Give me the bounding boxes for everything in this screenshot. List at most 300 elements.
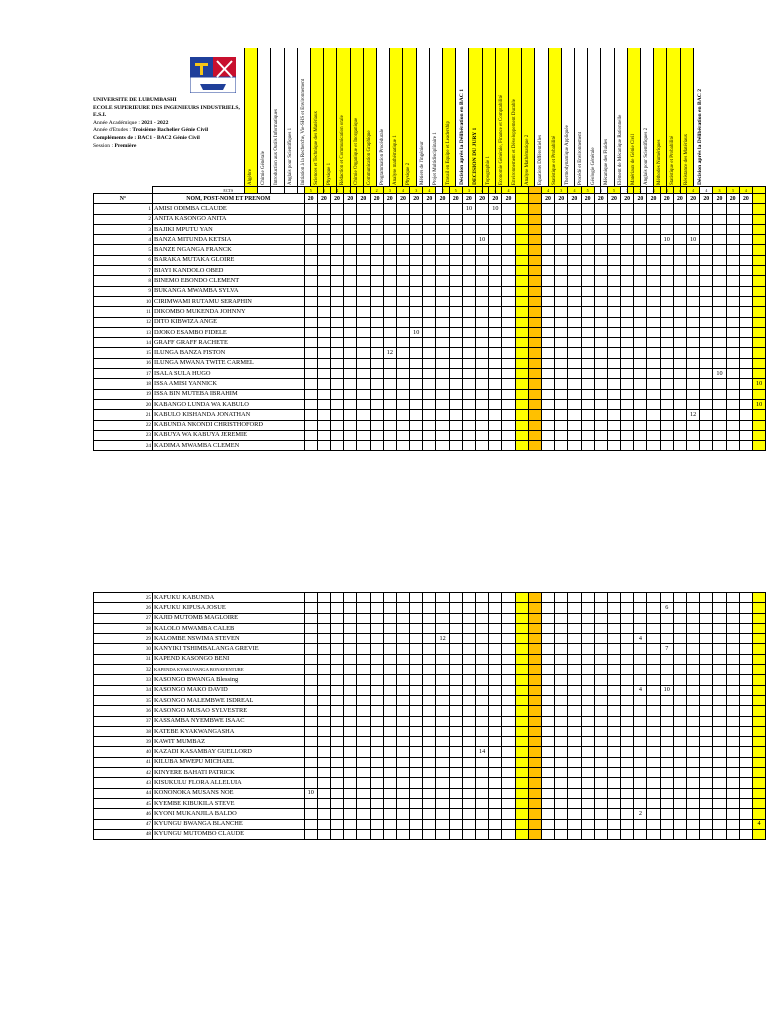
course-label: Travail en Equipe et Leadership	[446, 121, 452, 185]
grade-cell	[581, 348, 594, 358]
grade-cell	[370, 603, 383, 613]
study-year: Année d'Etudes : Troisième Bachelier Génie Civil	[93, 127, 209, 134]
grade-cell	[581, 276, 594, 286]
grade-cell	[396, 623, 409, 633]
course-header-33	[680, 48, 693, 194]
max-score: 20	[304, 194, 317, 204]
student-name: KINYERE BAHATI PATRICK	[153, 768, 305, 778]
grade-cell	[673, 307, 686, 317]
grade-cell	[528, 716, 541, 726]
table-row	[94, 593, 766, 603]
course-label: Sciences et Technique des Matériaux	[314, 111, 320, 185]
grade-cell	[502, 307, 515, 317]
grade-cell	[634, 695, 647, 705]
grade-cell	[594, 338, 607, 348]
grade-cell	[396, 379, 409, 389]
grade-cell	[581, 379, 594, 389]
grade-cell	[357, 665, 370, 675]
grade-cell	[462, 235, 475, 245]
grade-cell	[555, 685, 568, 695]
ects-value: 5	[304, 187, 317, 194]
grade-cell	[673, 798, 686, 808]
grade-cell	[370, 224, 383, 234]
grade-cell	[383, 716, 396, 726]
grade-cell	[515, 379, 528, 389]
grade-cell	[739, 204, 752, 214]
grade-cell	[410, 768, 423, 778]
grade-cell	[383, 358, 396, 368]
grade-cell	[726, 358, 739, 368]
student-name: KYEMBE KIBUKILA STEVE	[153, 798, 305, 808]
grade-cell	[647, 224, 660, 234]
grade-cell	[396, 358, 409, 368]
grade-cell	[581, 245, 594, 255]
grade-cell	[383, 778, 396, 788]
student-name: BAJIKI MPUTU YAN	[153, 224, 305, 234]
grade-cell	[607, 245, 620, 255]
grade-cell	[330, 798, 343, 808]
grade-cell	[476, 695, 489, 705]
table-row	[94, 266, 766, 276]
grade-cell	[621, 737, 634, 747]
grade-cell	[423, 358, 436, 368]
grade-cell	[489, 737, 502, 747]
grade-cell	[476, 399, 489, 409]
grade-cell	[752, 327, 765, 337]
grade-cell	[739, 593, 752, 603]
grade-cell	[344, 441, 357, 451]
course-label: Anglais pour Scientifiques 1	[287, 127, 293, 185]
grade-cell	[489, 338, 502, 348]
grade-cell	[700, 706, 713, 716]
grade-cell	[555, 809, 568, 819]
student-name: KISUKULU FLORA ALLELUIA	[153, 778, 305, 788]
grade-cell	[673, 338, 686, 348]
grade-cell	[594, 296, 607, 306]
student-name: CIRIMWAMI RUTAMU SERAPHIN	[153, 296, 305, 306]
grade-cell	[515, 296, 528, 306]
course-label: Anglais pour Scientifiques 2	[644, 127, 650, 185]
grade-cell	[647, 685, 660, 695]
grade-cell	[423, 214, 436, 224]
grade-cell	[330, 593, 343, 603]
student-number: 5	[94, 245, 153, 255]
grade-cell	[528, 829, 541, 839]
grade-cell	[502, 276, 515, 286]
grade-cell	[621, 768, 634, 778]
grade-cell	[370, 644, 383, 654]
grade-cell	[515, 317, 528, 327]
grade-cell	[739, 695, 752, 705]
grade-cell	[502, 613, 515, 623]
grade-cell	[581, 778, 594, 788]
grade-cell	[476, 338, 489, 348]
grade-cell	[330, 778, 343, 788]
student-number: 46	[94, 809, 153, 819]
grade-cell	[423, 255, 436, 265]
grade-cell	[462, 798, 475, 808]
grade-cell	[330, 706, 343, 716]
student-number: 48	[94, 829, 153, 839]
grade-cell	[739, 379, 752, 389]
grade-cell	[541, 737, 554, 747]
course-label: Elément de Mécanique Rationnelle	[617, 114, 623, 185]
grade-cell	[660, 757, 673, 767]
grade-cell	[489, 665, 502, 675]
grade-cell	[489, 317, 502, 327]
grade-cell	[410, 338, 423, 348]
grade-cell	[621, 317, 634, 327]
grade-cell	[489, 214, 502, 224]
grade-cell	[581, 634, 594, 644]
course-header-0	[244, 48, 257, 194]
grade-cell	[423, 675, 436, 685]
grade-cell	[489, 286, 502, 296]
grade-cell	[330, 317, 343, 327]
grade-cell	[647, 819, 660, 829]
grade-cell	[344, 634, 357, 644]
grade-cell	[607, 768, 620, 778]
table-row	[94, 338, 766, 348]
grade-cell	[713, 296, 726, 306]
grade-cell	[423, 665, 436, 675]
grade-cell	[607, 410, 620, 420]
grade-cell	[752, 214, 765, 224]
grade-cell	[634, 379, 647, 389]
grade-cell	[489, 695, 502, 705]
grade-cell	[502, 358, 515, 368]
grade-cell	[607, 430, 620, 440]
grade-cell	[396, 441, 409, 451]
course-label: DECISION DU JURY 1	[472, 127, 479, 185]
grade-cell	[383, 204, 396, 214]
grade-cell	[344, 245, 357, 255]
student-name: BANZE NGANGA FRANCK	[153, 245, 305, 255]
grade-cell	[357, 695, 370, 705]
grade-cell	[410, 675, 423, 685]
grade-cell	[476, 634, 489, 644]
grade-cell	[660, 829, 673, 839]
grade-cell	[344, 204, 357, 214]
grade-cell	[436, 695, 449, 705]
grade-cell	[304, 809, 317, 819]
grade-cell	[726, 286, 739, 296]
grade-cell	[568, 286, 581, 296]
grade-cell	[410, 348, 423, 358]
grade-cell	[476, 778, 489, 788]
grade-cell	[647, 266, 660, 276]
academic-year: Année Académique : 2021 - 2022	[93, 119, 169, 126]
grade-cell	[634, 593, 647, 603]
grade-cell	[581, 327, 594, 337]
course-header-29	[627, 48, 640, 194]
grade-cell	[383, 296, 396, 306]
grade-cell	[568, 255, 581, 265]
grade-cell	[687, 695, 700, 705]
grade-cell	[344, 798, 357, 808]
grade-cell	[344, 747, 357, 757]
grade-cell	[607, 685, 620, 695]
grade-cell	[621, 358, 634, 368]
grade-cell	[396, 685, 409, 695]
grade-cell	[752, 778, 765, 788]
grade-cell	[752, 358, 765, 368]
grade-cell	[647, 369, 660, 379]
grade-cell	[739, 716, 752, 726]
grade-cell	[515, 788, 528, 798]
grade-cell	[476, 276, 489, 286]
grade-cell	[581, 204, 594, 214]
grade-cell	[541, 768, 554, 778]
grade-cell	[344, 317, 357, 327]
table-row	[94, 829, 766, 839]
grade-cell	[383, 603, 396, 613]
grade-cell	[528, 369, 541, 379]
table-row	[94, 623, 766, 633]
grade-cell	[594, 276, 607, 286]
grade-cell	[541, 778, 554, 788]
grade-cell	[726, 348, 739, 358]
grade-cell	[739, 726, 752, 736]
grade-cell	[515, 778, 528, 788]
grade-cell	[462, 685, 475, 695]
table-row	[94, 665, 766, 675]
grade-cell	[739, 768, 752, 778]
grade-cell	[423, 634, 436, 644]
max-score: 20	[383, 194, 396, 204]
grade-cell	[726, 685, 739, 695]
grade-cell	[344, 276, 357, 286]
grade-cell	[528, 379, 541, 389]
grade-cell	[660, 654, 673, 664]
grade-cell	[594, 410, 607, 420]
grade-cell	[700, 695, 713, 705]
ects-value: 4	[568, 187, 581, 194]
grade-cell	[317, 410, 330, 420]
grade-cell	[317, 603, 330, 613]
grade-cell	[357, 654, 370, 664]
grade-cell	[555, 747, 568, 757]
grade-cell	[357, 276, 370, 286]
grade-cell	[647, 593, 660, 603]
grade-cell	[304, 829, 317, 839]
grade-cell	[370, 430, 383, 440]
grade-cell	[621, 654, 634, 664]
grade-cell	[673, 788, 686, 798]
grade-cell	[396, 317, 409, 327]
grade-cell	[541, 726, 554, 736]
grade-cell	[634, 276, 647, 286]
grade-cell	[528, 245, 541, 255]
grade-cell	[621, 286, 634, 296]
course-label: Géologie Générale	[591, 147, 597, 185]
grade-cell	[449, 276, 462, 286]
grade-cell	[396, 798, 409, 808]
grade-cell	[647, 706, 660, 716]
grade-cell	[581, 399, 594, 409]
grade-cell	[752, 235, 765, 245]
grade-cell	[634, 235, 647, 245]
grade-cell	[410, 399, 423, 409]
grade-cell	[528, 399, 541, 409]
grade-cell	[502, 296, 515, 306]
grade-cell	[449, 389, 462, 399]
grade-cell	[634, 348, 647, 358]
grade-cell	[330, 644, 343, 654]
grade-cell	[621, 695, 634, 705]
grade-cell	[436, 327, 449, 337]
grade-cell	[410, 726, 423, 736]
grade-cell	[607, 747, 620, 757]
grade-cell	[700, 296, 713, 306]
grade-cell	[515, 675, 528, 685]
grade-cell	[687, 317, 700, 327]
grade-cell	[515, 224, 528, 234]
grade-cell	[528, 224, 541, 234]
ects-value: 3	[462, 187, 475, 194]
grade-cell	[594, 420, 607, 430]
grade-cell	[621, 307, 634, 317]
grade-cell	[449, 379, 462, 389]
grade-cell	[449, 441, 462, 451]
grade-cell	[515, 593, 528, 603]
grade-cell	[449, 245, 462, 255]
grade-cell	[370, 778, 383, 788]
grade-cell	[330, 634, 343, 644]
grade-cell	[423, 623, 436, 633]
student-number: 47	[94, 819, 153, 829]
grade-cell	[410, 623, 423, 633]
grade-cell	[634, 675, 647, 685]
grade-cell	[357, 644, 370, 654]
grade-cell	[555, 348, 568, 358]
grade-cell	[383, 623, 396, 633]
table-row	[94, 286, 766, 296]
grade-cell	[541, 665, 554, 675]
grade-cell	[502, 204, 515, 214]
grade-cell	[568, 654, 581, 664]
grade-cell	[317, 819, 330, 829]
grade-cell	[423, 276, 436, 286]
grade-cell	[449, 399, 462, 409]
grade-cell	[621, 389, 634, 399]
grade-cell	[541, 410, 554, 420]
grade-cell	[502, 665, 515, 675]
grade-cell	[541, 327, 554, 337]
grade-cell	[344, 420, 357, 430]
grade-cell	[317, 675, 330, 685]
grade-cell	[528, 296, 541, 306]
grade-cell	[594, 809, 607, 819]
grade-cell	[410, 430, 423, 440]
course-label: Physique 2	[406, 162, 412, 185]
grade-cell	[541, 235, 554, 245]
table-row	[94, 276, 766, 286]
grade-cell	[449, 327, 462, 337]
grade-cell	[726, 593, 739, 603]
grade-cell	[317, 245, 330, 255]
grade-cell: 10	[304, 788, 317, 798]
grade-cell	[396, 348, 409, 358]
table-row	[94, 788, 766, 798]
ects-value: 5	[449, 187, 462, 194]
grade-cell	[568, 695, 581, 705]
grade-cell	[476, 204, 489, 214]
grade-cell	[634, 757, 647, 767]
grade-cell	[647, 245, 660, 255]
grade-cell	[687, 603, 700, 613]
grade-cell	[739, 389, 752, 399]
course-label: Mécanique des Fluides	[604, 138, 610, 185]
course-header-5	[310, 48, 323, 194]
grade-cell	[317, 317, 330, 327]
grade-cell	[436, 747, 449, 757]
grade-cell	[700, 737, 713, 747]
grade-cell	[568, 603, 581, 613]
grade-cell	[436, 317, 449, 327]
grade-cell	[449, 798, 462, 808]
grade-cell	[713, 747, 726, 757]
grade-cell	[436, 768, 449, 778]
grade-cell	[660, 245, 673, 255]
grade-cell	[739, 737, 752, 747]
grade-cell	[752, 768, 765, 778]
max-score: 20	[647, 194, 660, 204]
grade-cell	[423, 757, 436, 767]
grade-cell: 10	[660, 235, 673, 245]
grade-cell	[726, 675, 739, 685]
student-name: ISSA BIN MUTEBA IBRAHIM	[153, 389, 305, 399]
student-number: 38	[94, 726, 153, 736]
grade-cell	[423, 235, 436, 245]
grade-cell	[528, 726, 541, 736]
grade-cell	[304, 768, 317, 778]
table-row	[94, 204, 766, 214]
grade-cell	[621, 665, 634, 675]
grade-cell	[687, 757, 700, 767]
grade-cell	[489, 410, 502, 420]
grade-cell	[660, 379, 673, 389]
grade-cell	[568, 317, 581, 327]
grade-cell	[739, 399, 752, 409]
grade-cell	[436, 685, 449, 695]
grade-cell	[330, 358, 343, 368]
grade-cell	[581, 338, 594, 348]
grade-cell	[317, 389, 330, 399]
grade-cell	[660, 613, 673, 623]
grade-cell	[739, 338, 752, 348]
table-row	[94, 634, 766, 644]
grade-cell	[317, 613, 330, 623]
grade-cell	[476, 706, 489, 716]
grade-cell	[673, 778, 686, 788]
course-header-30	[640, 48, 653, 194]
grade-cell	[383, 235, 396, 245]
grade-cell	[449, 204, 462, 214]
grade-cell	[330, 603, 343, 613]
grade-cell	[739, 348, 752, 358]
session: Session : Première	[93, 142, 137, 149]
grade-cell	[647, 410, 660, 420]
grade-cell	[752, 809, 765, 819]
grade-cell	[568, 706, 581, 716]
grade-cell	[673, 675, 686, 685]
course-header-14	[429, 48, 442, 194]
grade-cell	[462, 829, 475, 839]
grade-cell	[700, 747, 713, 757]
grade-cell	[304, 296, 317, 306]
grade-cell	[330, 410, 343, 420]
